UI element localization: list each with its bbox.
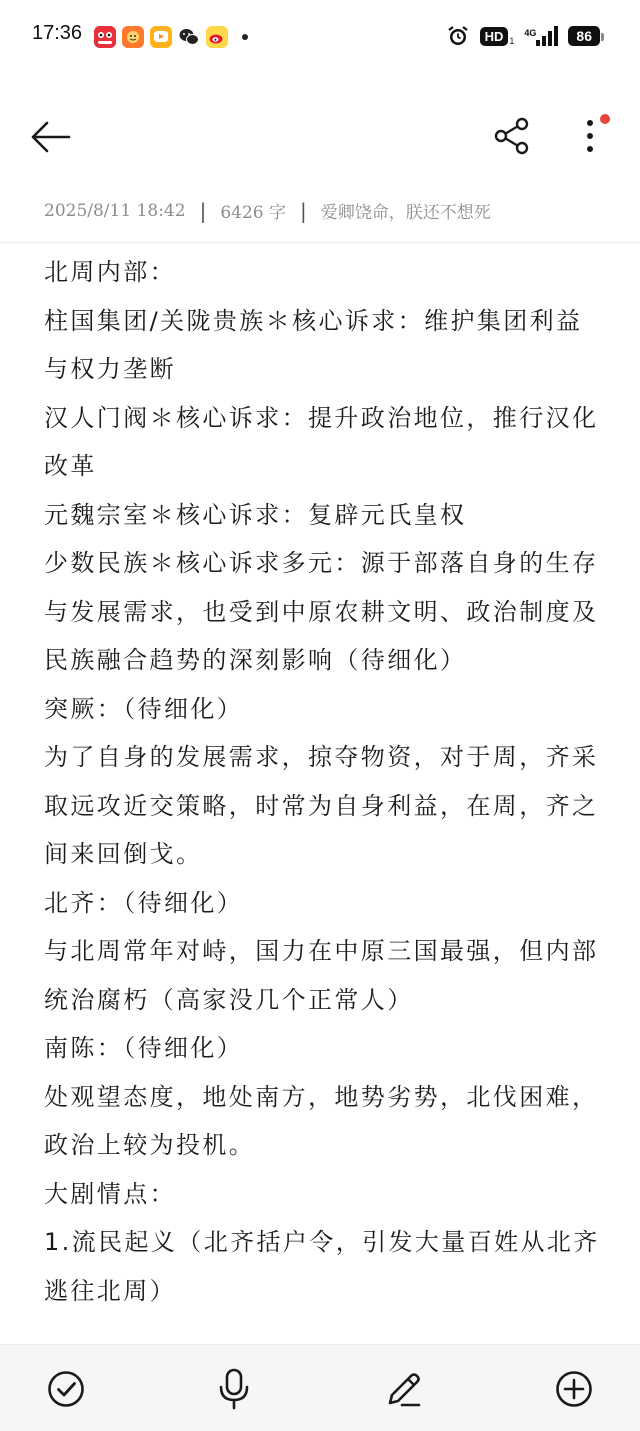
notification-icons <box>94 26 248 48</box>
meta-separator: | <box>299 198 307 223</box>
note-paragraph[interactable]: 北周内部： <box>44 258 176 286</box>
battery-level: 86 <box>568 26 600 46</box>
status-bar <box>0 0 640 76</box>
share-icon <box>493 117 531 155</box>
update-badge-dot <box>600 114 610 124</box>
hd-voice-badge: HD <box>480 27 509 46</box>
share-button[interactable] <box>490 114 534 158</box>
note-paragraph[interactable]: 元魏宗室＊核心诉求：复辟元氏皇权 <box>44 500 467 529</box>
hd-sim-index: 1 <box>509 35 515 46</box>
note-paragraph[interactable]: 处观望态度，地处南方，地势劣势，北伐困难，政治上较为投机。 <box>44 1082 599 1159</box>
more-notifications-dot <box>242 34 248 40</box>
signal-strength-icon <box>536 26 558 46</box>
pen-icon <box>384 1369 424 1409</box>
system-status <box>446 24 600 48</box>
tmall-icon <box>94 26 116 48</box>
microphone-icon <box>216 1367 252 1411</box>
status-time: 17:36 <box>32 22 83 44</box>
note-paragraph[interactable]: 突厥：（待细化） <box>44 694 244 723</box>
note-paragraph[interactable]: 汉人门阀＊核心诉求：提升政治地位，推行汉化改革 <box>44 403 599 480</box>
alarm-icon <box>446 24 470 48</box>
add-icon <box>554 1369 594 1409</box>
note-paragraph[interactable]: 北齐：（待细化） <box>44 888 244 917</box>
word-count: 6426 字 <box>220 203 286 223</box>
more-options-button[interactable] <box>570 114 610 158</box>
note-date: 2025/8/11 18:42 <box>44 200 186 221</box>
checklist-icon <box>46 1369 86 1409</box>
note-paragraph[interactable]: 为了自身的发展需求，掠夺物资，对于周，齐采取远攻近交策略，时常为自身利益，在周，齐之间来回倒戈。 <box>44 743 599 868</box>
note-paragraph[interactable]: 大剧情点： <box>44 1179 176 1208</box>
note-body[interactable] <box>44 248 600 1344</box>
note-paragraph[interactable]: 1.流民起义（北齐括户令，引发大量百姓从北齐逃往北周） <box>44 1228 600 1305</box>
meta-separator: | <box>199 198 207 223</box>
video-app-icon <box>150 26 172 48</box>
back-button[interactable] <box>26 116 74 158</box>
note-title[interactable]: 爱卿饶命，朕还不想死 <box>320 203 491 223</box>
wechat-icon <box>178 26 200 48</box>
handwriting-button[interactable] <box>380 1365 428 1413</box>
more-vertical-icon <box>585 118 595 154</box>
divider <box>0 242 640 243</box>
top-toolbar <box>0 100 640 174</box>
note-paragraph[interactable]: 柱国集团/关陇贵族＊核心诉求：维护集团利益与权力垄断 <box>44 306 583 383</box>
taobao-icon <box>122 26 144 48</box>
weibo-icon <box>206 26 228 48</box>
note-meta <box>44 198 610 223</box>
voice-input-button[interactable] <box>210 1365 258 1413</box>
add-attachment-button[interactable] <box>550 1365 598 1413</box>
note-paragraph[interactable]: 与北周常年对峙，国力在中原三国最强，但内部统治腐朽（高家没几个正常人） <box>44 937 599 1014</box>
note-paragraph[interactable]: 南陈：（待细化） <box>44 1034 244 1062</box>
checklist-button[interactable] <box>42 1365 90 1413</box>
note-paragraph[interactable]: 少数民族＊核心诉求多元：源于部落自身的生存与发展需求，也受到中原农耕文明、政治制度及民族融合趋势的深刻影响（待细化） <box>44 549 599 674</box>
bottom-toolbar <box>0 1344 640 1431</box>
network-type: 4G <box>524 28 537 38</box>
back-arrow-icon <box>29 120 71 154</box>
